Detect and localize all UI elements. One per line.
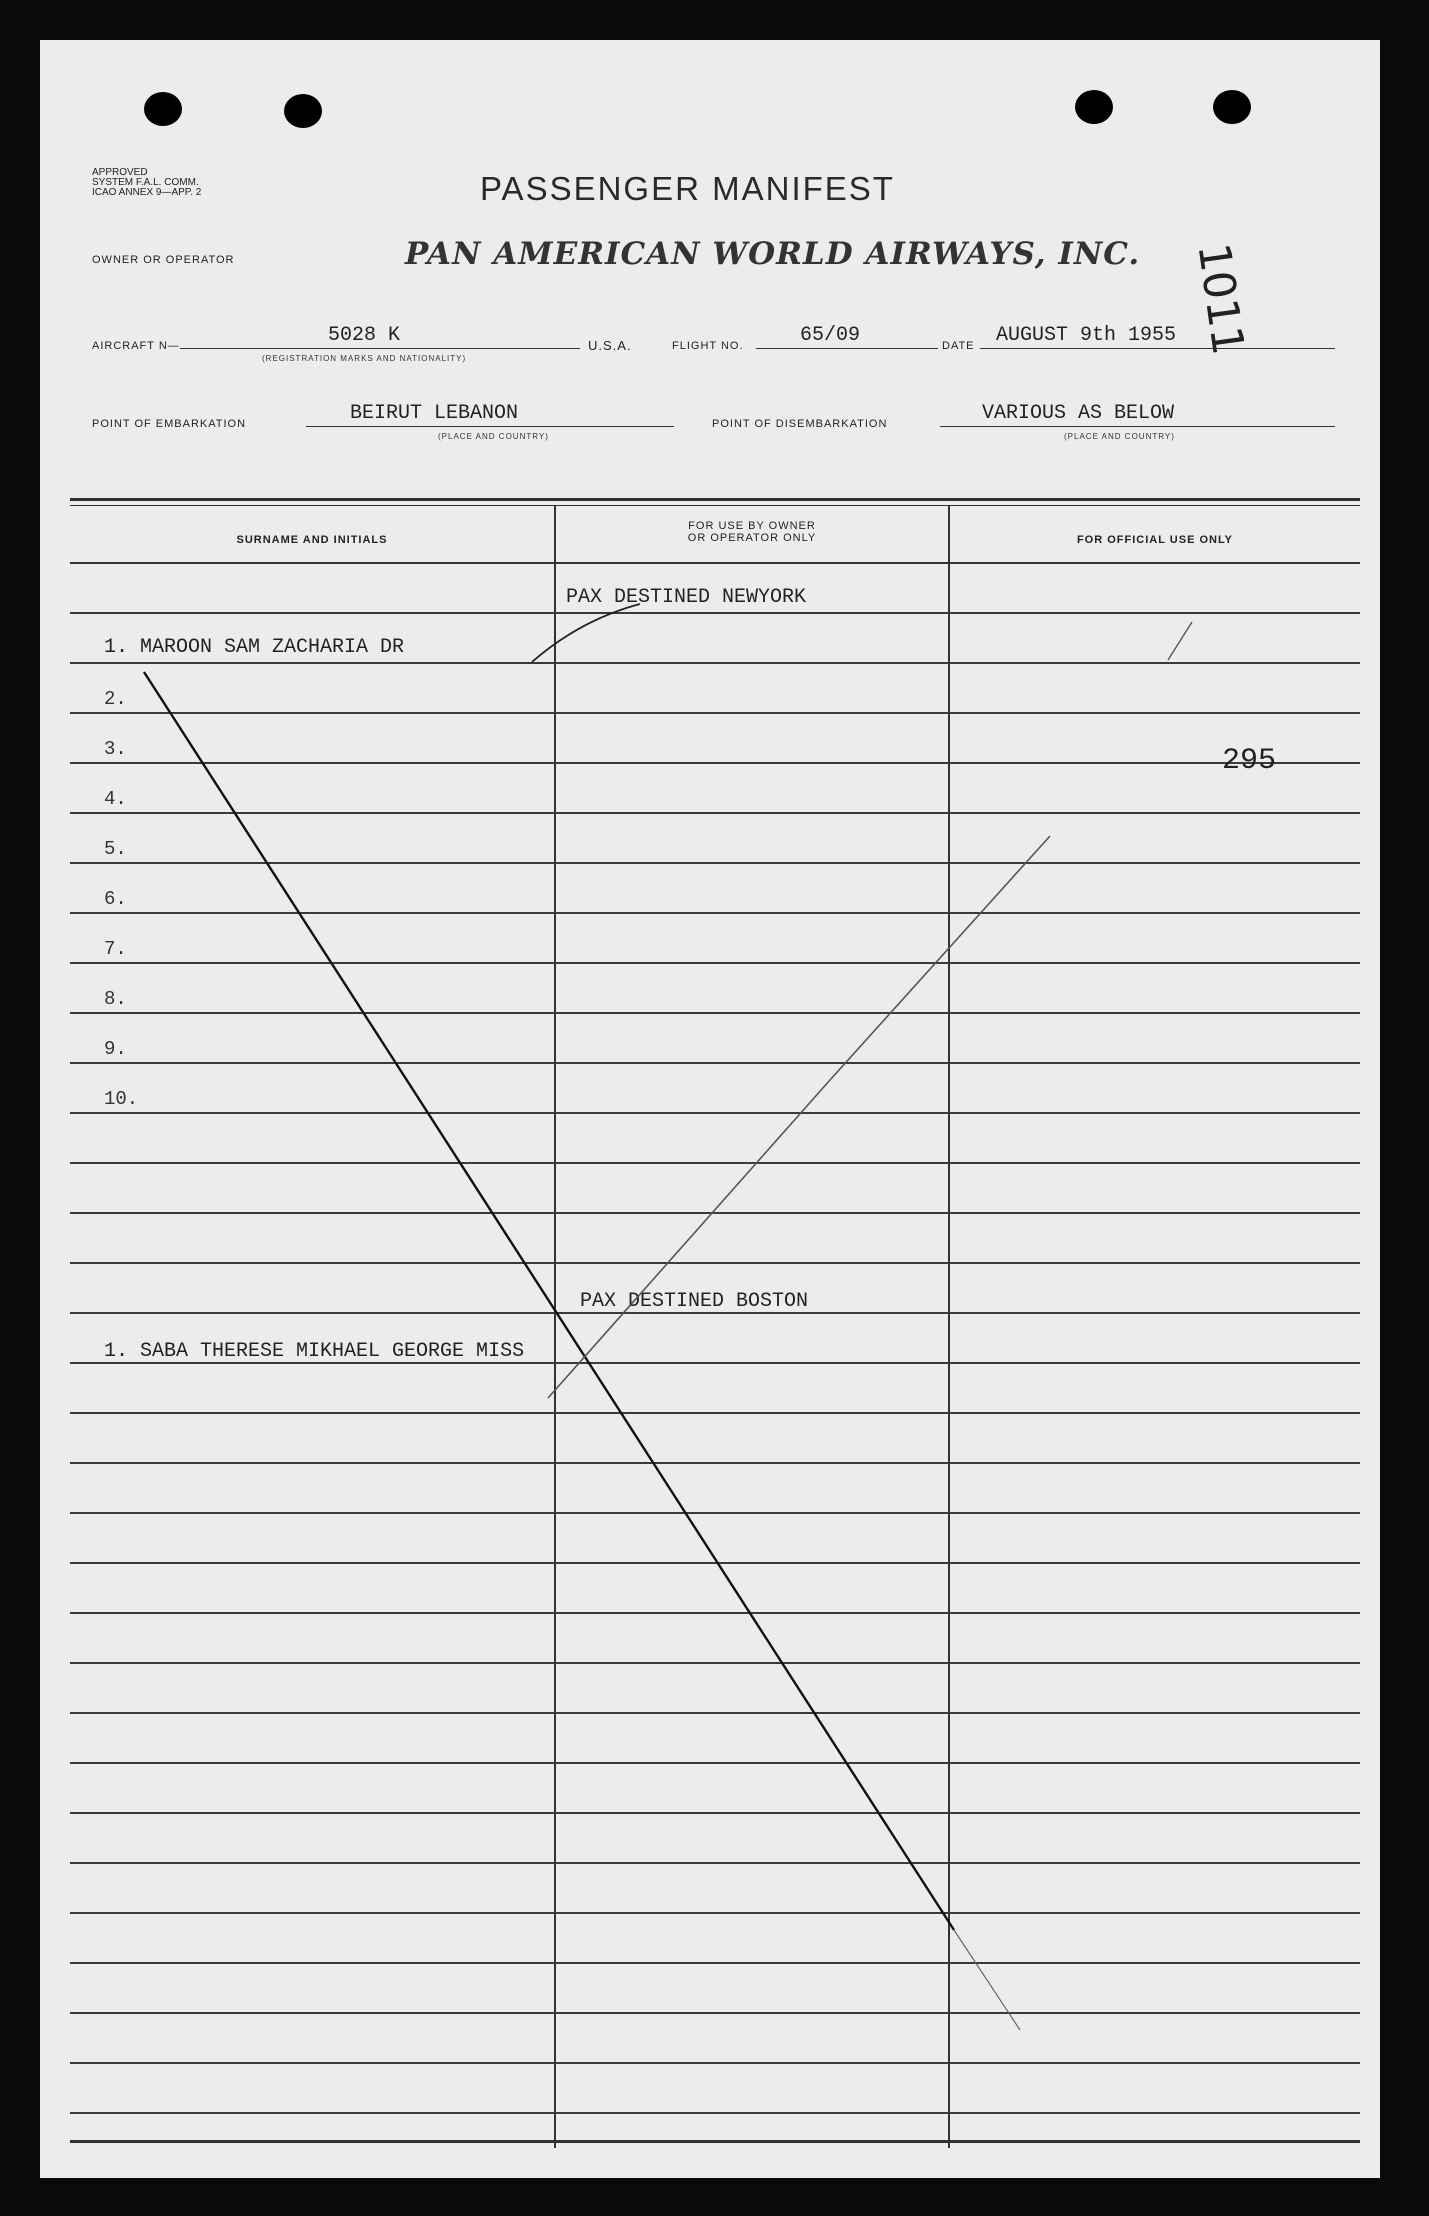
disembarkation-value: VARIOUS AS BELOW bbox=[982, 402, 1175, 425]
destination-label: PAX DESTINED BOSTON bbox=[580, 1290, 809, 1313]
column-header-owner-use-line: FOR USE BY OWNER bbox=[688, 520, 816, 532]
cancel-stroke bbox=[144, 672, 954, 1930]
embarkation-value: BEIRUT LEBANON bbox=[350, 402, 519, 425]
approval-line: SYSTEM F.A.L. COMM. bbox=[92, 177, 199, 188]
approval-line: APPROVED bbox=[92, 167, 148, 178]
column-header-surname: SURNAME AND INITIALS bbox=[236, 534, 388, 546]
approval-line: ICAO ANNEX 9—APP. 2 bbox=[92, 187, 202, 198]
row-number: 8. bbox=[104, 988, 127, 1010]
row-number: 7. bbox=[104, 938, 127, 960]
row-number: 9. bbox=[104, 1038, 127, 1060]
row-number: 4. bbox=[104, 788, 127, 810]
owner-name: PAN AMERICAN WORLD AIRWAYS, INC. bbox=[405, 236, 1141, 272]
flight-label: FLIGHT NO. bbox=[672, 340, 744, 352]
row-number: 2. bbox=[104, 688, 127, 710]
embarkation-sublabel: (PLACE AND COUNTRY) bbox=[438, 432, 549, 441]
official-number: 295 bbox=[1222, 744, 1277, 778]
date-label: DATE bbox=[942, 340, 975, 352]
column-header-official-use: FOR OFFICIAL USE ONLY bbox=[1076, 534, 1234, 546]
aircraft-country: U.S.A. bbox=[588, 338, 632, 353]
row-number: 3. bbox=[104, 738, 127, 760]
passenger-row: 1. MAROON SAM ZACHARIA DR bbox=[104, 636, 405, 659]
bracket-stroke bbox=[532, 604, 640, 662]
embarkation-label: POINT OF EMBARKATION bbox=[92, 418, 247, 430]
column-header-owner-use-line: OR OPERATOR ONLY bbox=[687, 532, 817, 544]
row-number: 10. bbox=[104, 1088, 139, 1110]
aircraft-label: AIRCRAFT N— bbox=[92, 340, 180, 352]
page-title: PASSENGER MANIFEST bbox=[480, 170, 895, 207]
date-value: AUGUST 9th 1955 bbox=[996, 324, 1177, 347]
owner-label: OWNER OR OPERATOR bbox=[92, 254, 235, 266]
row-number: 6. bbox=[104, 888, 127, 910]
passenger-row: 1. SABA THERESE MIKHAEL GEORGE MISS bbox=[104, 1340, 525, 1363]
flight-value: 65/09 bbox=[800, 324, 861, 347]
disembarkation-sublabel: (PLACE AND COUNTRY) bbox=[1064, 432, 1175, 441]
margin-note: 1011 bbox=[1187, 240, 1254, 358]
manifest-sheet bbox=[40, 40, 1380, 2178]
aircraft-sublabel: (REGISTRATION MARKS AND NATIONALITY) bbox=[262, 354, 467, 363]
disembarkation-label: POINT OF DISEMBARKATION bbox=[712, 418, 888, 430]
tick-stroke bbox=[1168, 622, 1192, 660]
tail-stroke bbox=[954, 1930, 1020, 2030]
aircraft-value: 5028 K bbox=[328, 324, 401, 347]
pen-strokes bbox=[40, 40, 1380, 2178]
destination-label: PAX DESTINED NEWYORK bbox=[566, 586, 807, 609]
row-number: 5. bbox=[104, 838, 127, 860]
check-stroke bbox=[548, 836, 1050, 1398]
